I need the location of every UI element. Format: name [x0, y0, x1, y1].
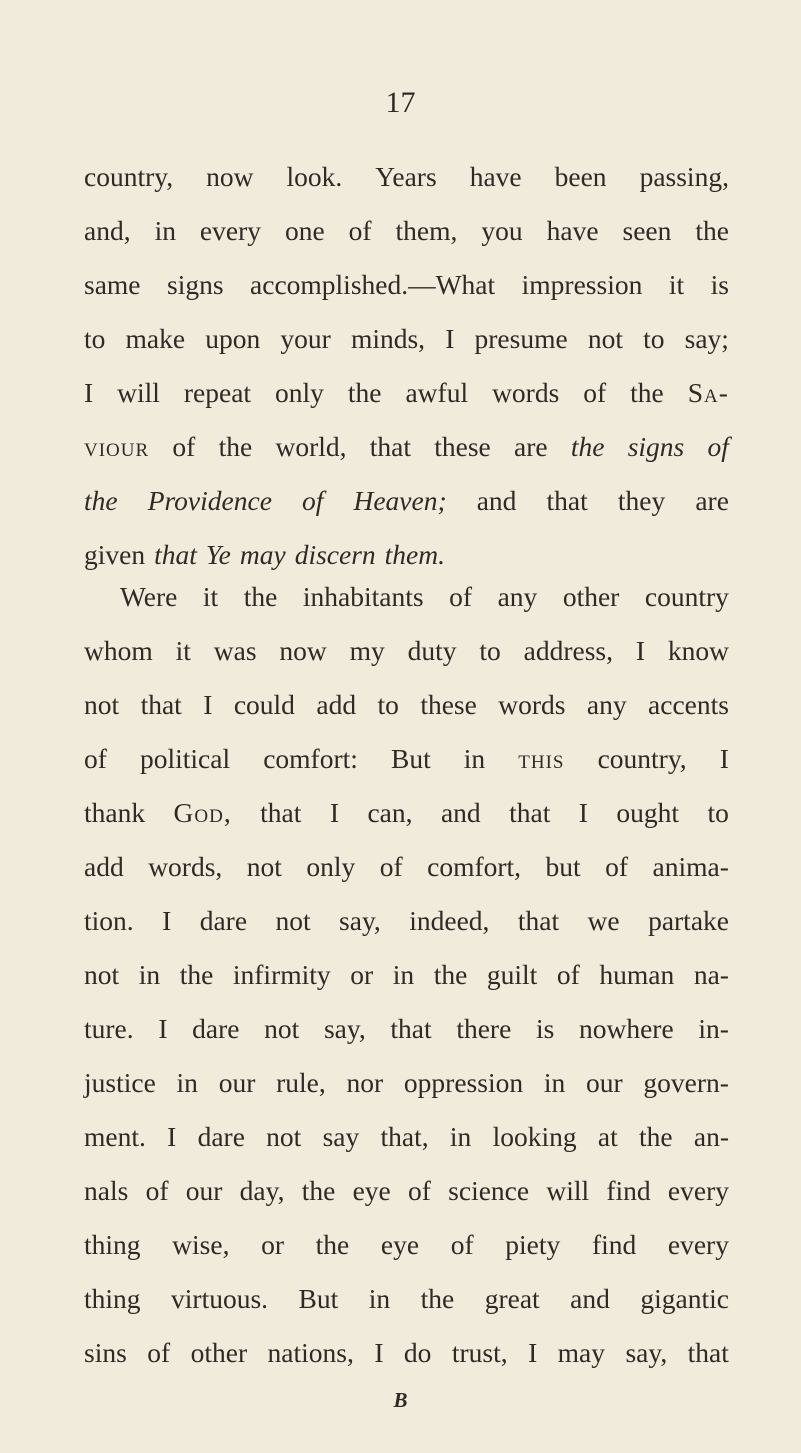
word: to: [479, 635, 501, 666]
word: I: [162, 905, 172, 936]
word: our: [585, 1067, 623, 1098]
word: dare: [197, 1121, 245, 1152]
word: whom: [84, 635, 153, 666]
word: that: [260, 797, 302, 828]
word: that: [390, 1013, 432, 1044]
word: words: [498, 689, 566, 720]
paragraph-2: [84, 570, 729, 1380]
word: virtuous.: [171, 1283, 269, 1314]
word: are: [514, 431, 548, 462]
word: to: [643, 323, 665, 354]
text-line: [84, 1164, 729, 1218]
word: may: [557, 1337, 606, 1368]
word: dare: [199, 905, 248, 936]
word: accomplished.—What: [250, 269, 496, 300]
word: comfort,: [427, 851, 522, 882]
word: Were: [120, 581, 178, 612]
word: great: [484, 1283, 540, 1314]
word: signs: [167, 269, 224, 300]
word: in-: [698, 1013, 729, 1044]
word: the: [695, 215, 729, 246]
word: passing,: [639, 161, 729, 192]
word: words: [492, 377, 560, 408]
word: guilt: [486, 959, 538, 990]
word: wise,: [172, 1229, 230, 1260]
text-line: [84, 786, 729, 840]
word: them.: [384, 539, 446, 570]
word: it: [175, 635, 191, 666]
word: I: [374, 1337, 384, 1368]
word: I: [719, 743, 729, 774]
word: not: [84, 959, 120, 990]
text-line: [84, 840, 729, 894]
word: same: [84, 269, 141, 300]
word: address,: [523, 635, 613, 666]
page-number: 17: [385, 86, 416, 119]
word: the: [84, 485, 118, 516]
word: could: [233, 689, 295, 720]
word: our: [218, 1067, 256, 1098]
word: na-: [693, 959, 729, 990]
word: these: [434, 431, 491, 462]
word: of: [605, 851, 629, 882]
text-line: [84, 678, 729, 732]
text-line: [84, 948, 729, 1002]
word: accents: [648, 689, 729, 720]
text-line: [84, 1110, 729, 1164]
word: ture.: [84, 1013, 134, 1044]
word: I: [329, 797, 340, 828]
word: of: [147, 1337, 171, 1368]
word: say,: [323, 1013, 366, 1044]
word: the: [630, 377, 664, 408]
text-line: [84, 420, 729, 474]
word: that: [140, 689, 182, 720]
word: oppression: [403, 1067, 524, 1098]
word: your: [280, 323, 331, 354]
word: of: [302, 485, 324, 516]
paragraph-1: [84, 150, 729, 582]
word: God,: [173, 797, 232, 828]
word: sins: [84, 1337, 127, 1368]
word: other: [562, 581, 620, 612]
word: one: [284, 215, 325, 246]
word: say;: [684, 323, 729, 354]
word: that,: [380, 1121, 429, 1152]
word: add: [84, 851, 124, 882]
word: I: [528, 1337, 538, 1368]
word: indeed,: [409, 905, 490, 936]
word: of: [583, 377, 607, 408]
word: Years: [375, 161, 437, 192]
text-line: [84, 1056, 729, 1110]
word: at: [597, 1121, 618, 1152]
text-line: [84, 570, 729, 624]
text-line: [84, 1218, 729, 1272]
word: my: [349, 635, 385, 666]
word: infirmity: [232, 959, 331, 990]
word: there: [456, 1013, 512, 1044]
text-line: [84, 204, 729, 258]
word: every: [199, 215, 261, 246]
word: of: [348, 215, 372, 246]
word: of: [145, 1175, 169, 1206]
word: inhabitants: [302, 581, 424, 612]
word: I: [635, 635, 646, 666]
word: other: [190, 1337, 248, 1368]
word: not: [264, 1013, 300, 1044]
text-line: [84, 732, 729, 786]
word: not: [275, 905, 311, 936]
word: and,: [84, 215, 131, 246]
word: I: [578, 797, 588, 828]
word: that: [154, 539, 197, 570]
word: or: [350, 959, 374, 990]
word: add: [316, 689, 357, 720]
word: given: [84, 539, 146, 570]
word: Sa-: [687, 377, 729, 408]
word: and: [476, 485, 517, 516]
word: in: [176, 1067, 198, 1098]
word: an-: [693, 1121, 729, 1152]
word: this: [518, 743, 565, 774]
word: nor: [346, 1067, 384, 1098]
word: I: [158, 1013, 168, 1044]
word: the: [638, 1121, 673, 1152]
word: it: [668, 269, 685, 300]
word: discern: [294, 539, 376, 570]
text-line: [84, 150, 729, 204]
word: the: [315, 1229, 350, 1260]
word: I: [203, 689, 213, 720]
word: looking: [492, 1121, 577, 1152]
word: in: [368, 1283, 391, 1314]
word: the: [570, 431, 605, 462]
word: are: [695, 485, 729, 516]
word: say: [322, 1121, 360, 1152]
word: upon: [205, 323, 261, 354]
word: now: [206, 161, 254, 192]
word: Heaven;: [353, 485, 447, 516]
word: have: [469, 161, 522, 192]
word: the: [218, 431, 253, 462]
word: is: [710, 269, 729, 300]
word: awful: [405, 377, 469, 408]
word: anima-: [652, 851, 729, 882]
word: dare: [192, 1013, 240, 1044]
word: is: [535, 1013, 555, 1044]
word: in: [449, 1121, 472, 1152]
word: they: [617, 485, 666, 516]
word: world,: [275, 431, 347, 462]
word: nals: [84, 1175, 129, 1206]
word: our: [185, 1175, 223, 1206]
word: of: [556, 959, 580, 990]
word: signs: [627, 431, 685, 462]
word: thank: [84, 797, 146, 828]
word: find: [606, 1175, 651, 1206]
word: impression: [521, 269, 643, 300]
word: of: [707, 431, 729, 462]
word: only: [275, 377, 324, 408]
word: But: [390, 743, 431, 774]
word: words,: [148, 851, 223, 882]
word: it: [202, 581, 219, 612]
word: any: [497, 581, 538, 612]
word: not: [84, 689, 120, 720]
word: of: [407, 1175, 431, 1206]
word: science: [448, 1175, 530, 1206]
word: I: [167, 1121, 177, 1152]
word: not: [266, 1121, 302, 1152]
word: But: [298, 1283, 339, 1314]
word: every: [667, 1229, 729, 1260]
word: repeat: [183, 377, 252, 408]
word: now: [279, 635, 327, 666]
word: piety: [505, 1229, 561, 1260]
word: the: [433, 959, 468, 990]
word: these: [420, 689, 477, 720]
word: any: [586, 689, 627, 720]
word: in: [463, 743, 486, 774]
word: or: [261, 1229, 285, 1260]
word: to: [84, 323, 106, 354]
word: find: [591, 1229, 637, 1260]
word: not: [246, 851, 282, 882]
word: every: [667, 1175, 729, 1206]
text-line: [84, 312, 729, 366]
word: I: [445, 323, 455, 354]
word: eye: [352, 1175, 391, 1206]
word: eye: [380, 1229, 420, 1260]
word: country: [644, 581, 729, 612]
word: the: [243, 581, 278, 612]
word: of: [172, 431, 196, 462]
word: may: [239, 539, 286, 570]
word: thing: [84, 1283, 141, 1314]
word: Ye: [205, 539, 231, 570]
word: that: [517, 905, 560, 936]
word: country,: [597, 743, 687, 774]
text-line: [84, 474, 729, 528]
word: comfort:: [263, 743, 358, 774]
signature-mark: B: [393, 1388, 408, 1412]
word: in: [154, 215, 176, 246]
word: day,: [239, 1175, 285, 1206]
text-line: [84, 258, 729, 312]
word: say,: [339, 905, 381, 936]
word: nations,: [267, 1337, 354, 1368]
word: that: [369, 431, 411, 462]
word: ment.: [84, 1121, 146, 1152]
word: Providence: [147, 485, 272, 516]
text-line: [84, 894, 729, 948]
word: presume: [474, 323, 568, 354]
word: tion.: [84, 905, 134, 936]
text-line: [84, 1272, 729, 1326]
word: the: [420, 1283, 455, 1314]
word: of: [379, 851, 403, 882]
word: gigantic: [640, 1283, 729, 1314]
word: the: [347, 377, 382, 408]
text-line: [84, 366, 729, 420]
word: country,: [84, 161, 174, 192]
word: of: [449, 581, 473, 612]
word: them,: [395, 215, 458, 246]
word: govern-: [643, 1067, 729, 1098]
word: duty: [407, 635, 457, 666]
word: make: [125, 323, 186, 354]
word: seen: [622, 215, 672, 246]
text-line: [84, 1326, 729, 1380]
word: I: [84, 377, 94, 408]
word: in: [543, 1067, 566, 1098]
word: that: [509, 797, 551, 828]
word: of: [450, 1229, 474, 1260]
word: will: [117, 377, 160, 408]
word: we: [587, 905, 620, 936]
text-line: [84, 624, 729, 678]
word: will: [546, 1175, 590, 1206]
word: have: [546, 215, 599, 246]
word: to: [707, 797, 729, 828]
word: partake: [648, 905, 729, 936]
word: that: [546, 485, 588, 516]
word: viour: [84, 431, 150, 462]
word: and: [440, 797, 481, 828]
word: was: [213, 635, 257, 666]
word: that: [687, 1337, 729, 1368]
text-line: [84, 1002, 729, 1056]
word: you: [481, 215, 523, 246]
word: not: [587, 323, 623, 354]
word: to: [377, 689, 399, 720]
word: justice: [84, 1067, 156, 1098]
word: nowhere: [578, 1013, 674, 1044]
word: do: [403, 1337, 432, 1368]
word: trust,: [451, 1337, 508, 1368]
word: human: [599, 959, 675, 990]
word: thing: [84, 1229, 141, 1260]
word: can,: [367, 797, 413, 828]
word: the: [301, 1175, 336, 1206]
word: rule,: [276, 1067, 326, 1098]
word: look.: [286, 161, 343, 192]
word: minds,: [350, 323, 426, 354]
word: know: [667, 635, 729, 666]
word: ought: [616, 797, 680, 828]
word: only: [306, 851, 356, 882]
word: the: [179, 959, 214, 990]
word: say,: [625, 1337, 668, 1368]
word: in: [138, 959, 161, 990]
word: but: [545, 851, 581, 882]
word: political: [140, 743, 231, 774]
word: been: [554, 161, 607, 192]
word: and: [570, 1283, 610, 1314]
word: in: [392, 959, 415, 990]
word: of: [84, 743, 107, 774]
